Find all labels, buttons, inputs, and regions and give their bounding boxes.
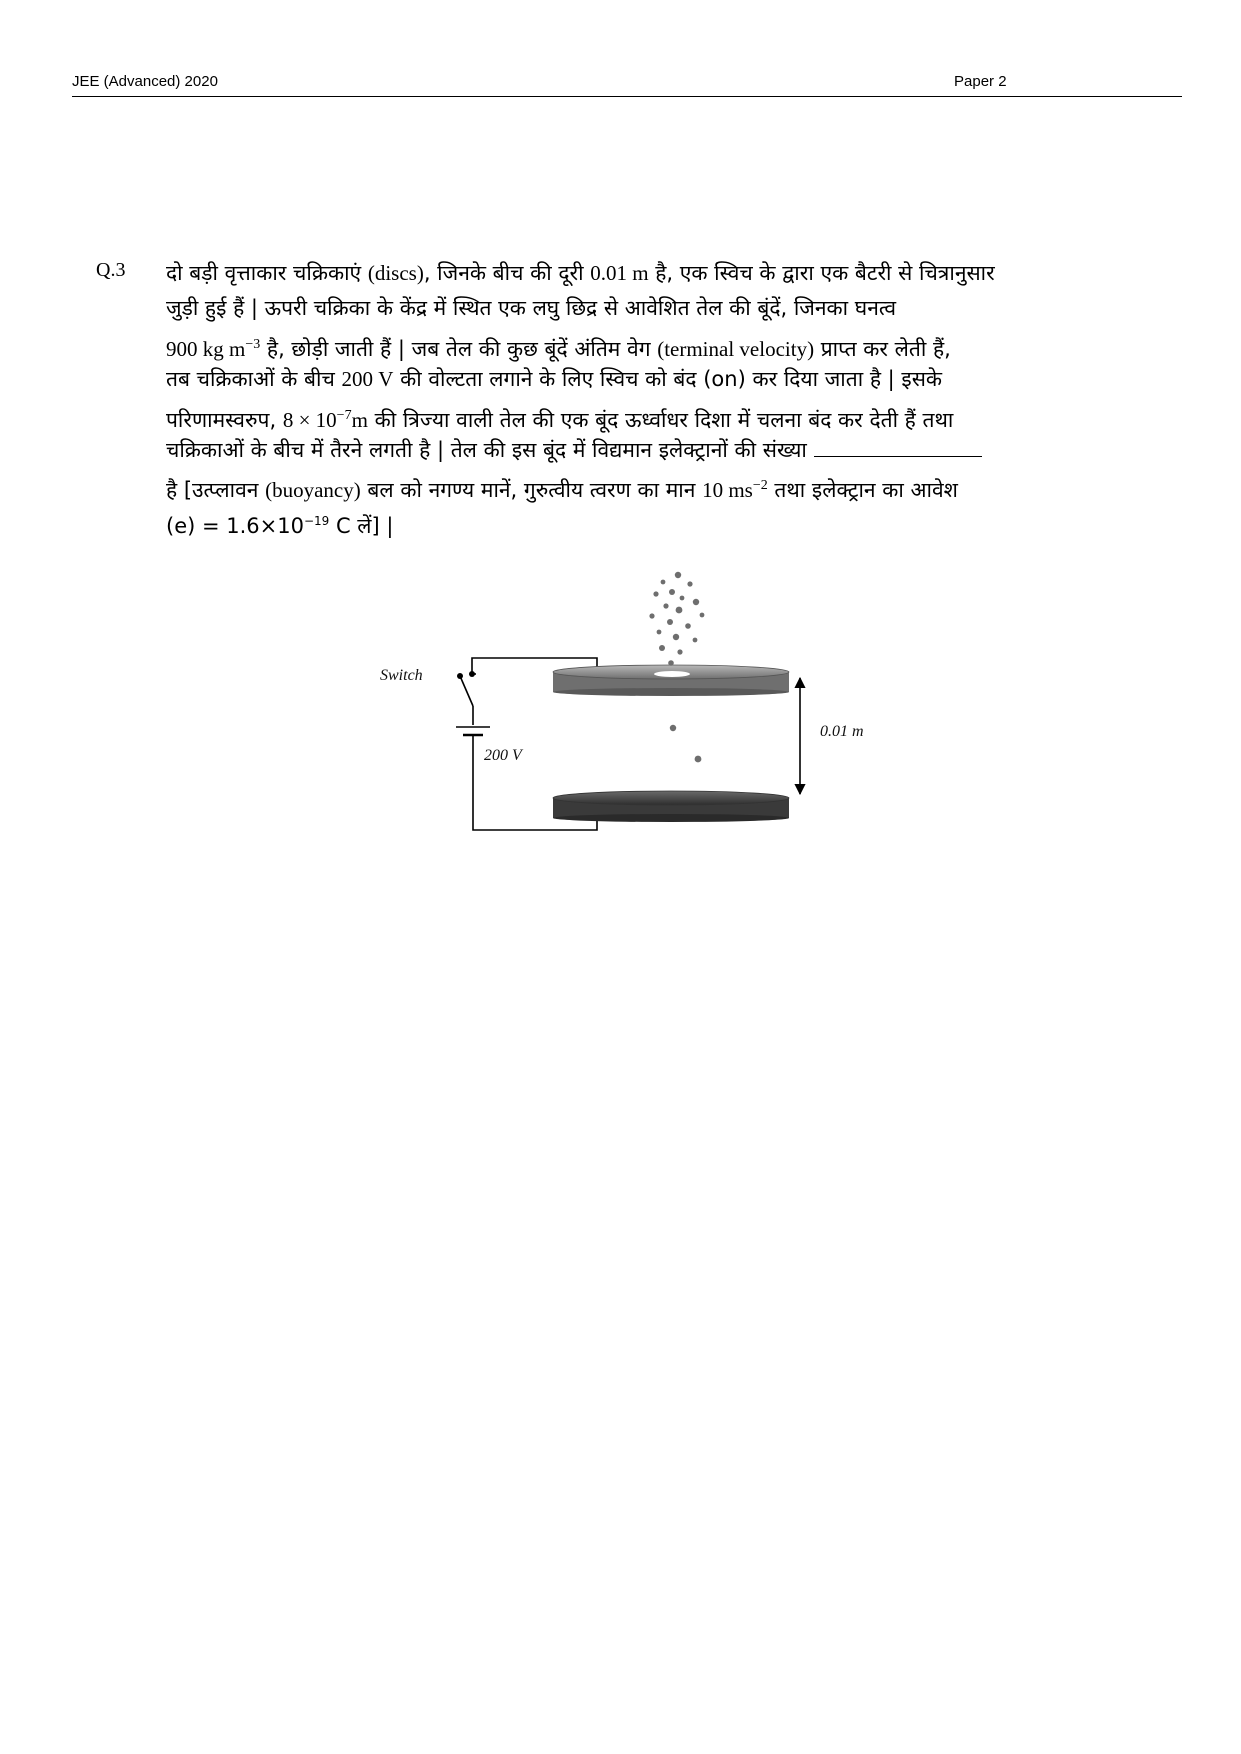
question-line: दो बड़ी वृत्ताकार चक्रिकाएं (discs), जिनके बीच की दूरी 0.01 m है, एक स्विच के द्वारा एक बैटरी से चित्रानुसार (166, 261, 995, 285)
top-disc (553, 665, 789, 696)
voltage-label: 200 V (484, 747, 522, 764)
answer-blank (814, 434, 982, 457)
disc-hole (654, 671, 690, 677)
bottom-disc (553, 791, 789, 822)
gap-label: 0.01 m (820, 723, 864, 740)
question-line: है [उत्प्लावन (buoyancy) बल को नगण्य मानें, गुरुत्वीय त्वरण का मान 10 $ms^{-2}$ तथा इलेक्ट्रान का आवेश (166, 478, 958, 503)
oil-drop-apparatus-figure (360, 570, 900, 850)
battery-icon (456, 727, 490, 746)
page-header (72, 72, 1182, 97)
question-text (166, 256, 1078, 539)
switch-label: Switch (380, 667, 423, 684)
question-number: Q.3 (96, 259, 126, 281)
question-line: $(e) = 1.6\times 10^{-19}$ C लें] | (166, 513, 394, 538)
question-line: तब चक्रिकाओं के बीच 200 V की वोल्टता लगाने के लिए स्विच को बंद (on) कर दिया जाता है | इसके (166, 367, 943, 392)
drop-between-plates (695, 756, 702, 763)
question-line: जुड़ी हुई हैं | ऊपरी चक्रिका के केंद्र में स्थित एक लघु छिद्र से आवेशित तेल की बूंदें, जिनका घनत्व (166, 296, 897, 321)
drop-between-plates (670, 725, 676, 731)
apparatus-diagram (360, 570, 900, 850)
question-line: चक्रिकाओं के बीच में तैरने लगती है | तेल की इस बूंद में विद्यमान इलेक्ट्रानों की संख्या (166, 433, 1078, 468)
question-line: 900 kg $m^{-3}$ है, छोड़ी जाती हैं | जब तेल की कुछ बूंदें अंतिम वेग (terminal velocity) प्राप्त कर लेती हैं, (166, 336, 951, 361)
exam-title: JEE (Advanced) 2020 (72, 73, 218, 90)
switch (457, 671, 475, 679)
question-line: परिणामस्वरुप, $8 \times 10^{-7}m$ की त्रिज्या वाली तेल की एक बूंद ऊर्ध्वाधर दिशा में चलना बंद कर देती हैं तथा (166, 407, 954, 432)
paper-number: Paper 2 (954, 73, 1007, 90)
